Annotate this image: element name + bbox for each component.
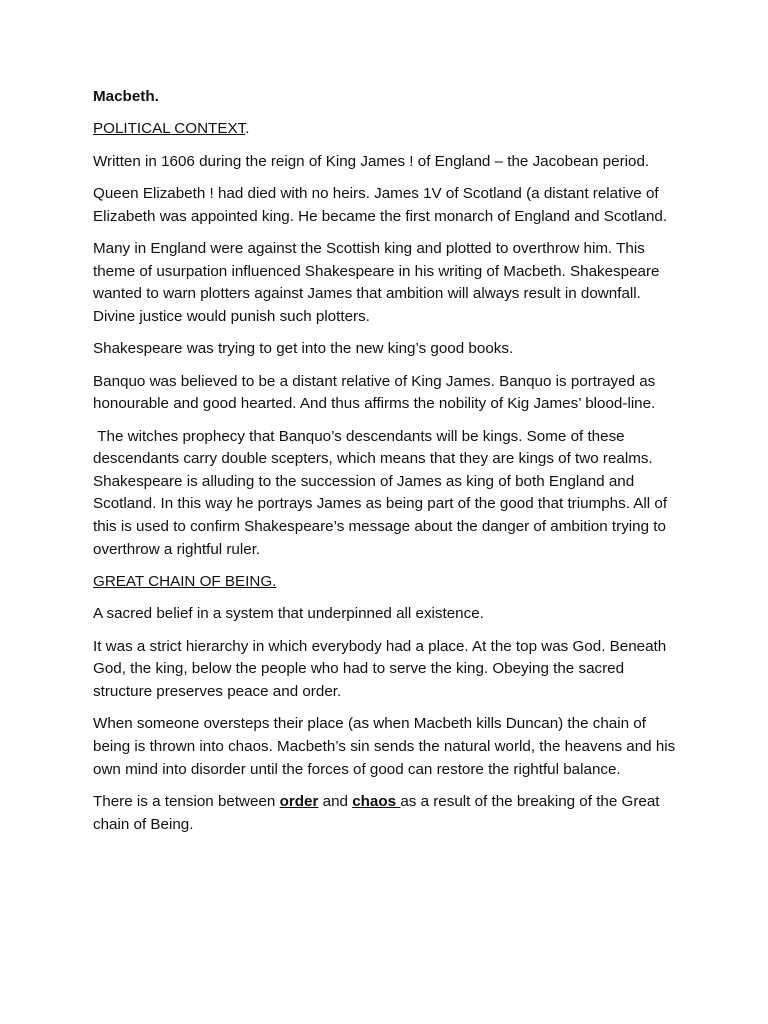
paragraph-banquo: Banquo was believed to be a distant relative of King James. Banquo is portrayed as honourable and good hearted. And thus affirms the nobility of Kig James’ blood-line.: [93, 372, 656, 413]
paragraph-oversteps: When someone oversteps their place (as when Macbeth kills Duncan) the chain of being is thrown into chaos. Macbeth’s sin sends the natural world, the heavens and his own mind into disorder until the forces of good can restore the rightful balance.: [93, 715, 676, 778]
great-chain-heading: GREAT CHAIN OF BEING.: [93, 573, 277, 591]
final-text-part3: as a result of the breaking of the Great chain of Being.: [93, 793, 664, 833]
paragraph-good-books: Shakespeare was trying to get into the new king’s good books.: [93, 340, 514, 358]
paragraph-queen-elizabeth: Queen Elizabeth ! had died with no heirs. James 1V of Scotland (a distant relative of Elizabeth was appointed king. He became the first monarch of England and Scotland.: [93, 185, 668, 225]
paragraph-usurpation: Many in England were against the Scottish king and plotted to overthrow him. This theme of usurpation influenced Shakespeare in his writing of Macbeth. Shakespeare wanted to warn plotters against James that ambition will always result in downfall. Divine justice would punish such plotters.: [93, 240, 660, 325]
paragraph-witches-prophecy: The witches prophecy that Banquo’s descendants will be kings. Some of these descendants carry double scepters, which means that they are kings of two realms. Shakespeare is alluding to the succession of James as king of both England and Scotland. In this way he portrays James as being part of the good that triumphs. All of this is used to confirm Shakespeare’s message about the danger of ambition trying to overthrow a rightful ruler.: [93, 427, 672, 558]
political-context-heading-line: [93, 118, 683, 141]
document-page: [93, 86, 683, 846]
paragraph-strict-hierarchy: It was a strict hierarchy in which everybody had a place. At the top was God. Beneath God, the king, below the people who had to serve the king. Obeying the sacred structure preserves peace and order.: [93, 637, 667, 701]
paragraph-sacred-belief: A sacred belief in a system that underpinned all existence.: [93, 605, 484, 623]
political-context-heading: POLITICAL CONTEXT: [93, 120, 246, 138]
order-keyword: order: [279, 793, 319, 810]
paragraph-written-1606: Written in 1606 during the reign of King James ! of England – the Jacobean period.: [93, 152, 650, 170]
final-text-part2: and: [318, 793, 353, 810]
political-context-heading-period: .: [245, 120, 250, 138]
paragraph-order-chaos: [93, 791, 683, 836]
document-title: Macbeth.: [93, 88, 159, 105]
chaos-keyword: chaos: [352, 793, 401, 810]
final-text-part1: There is a tension between: [93, 793, 280, 810]
